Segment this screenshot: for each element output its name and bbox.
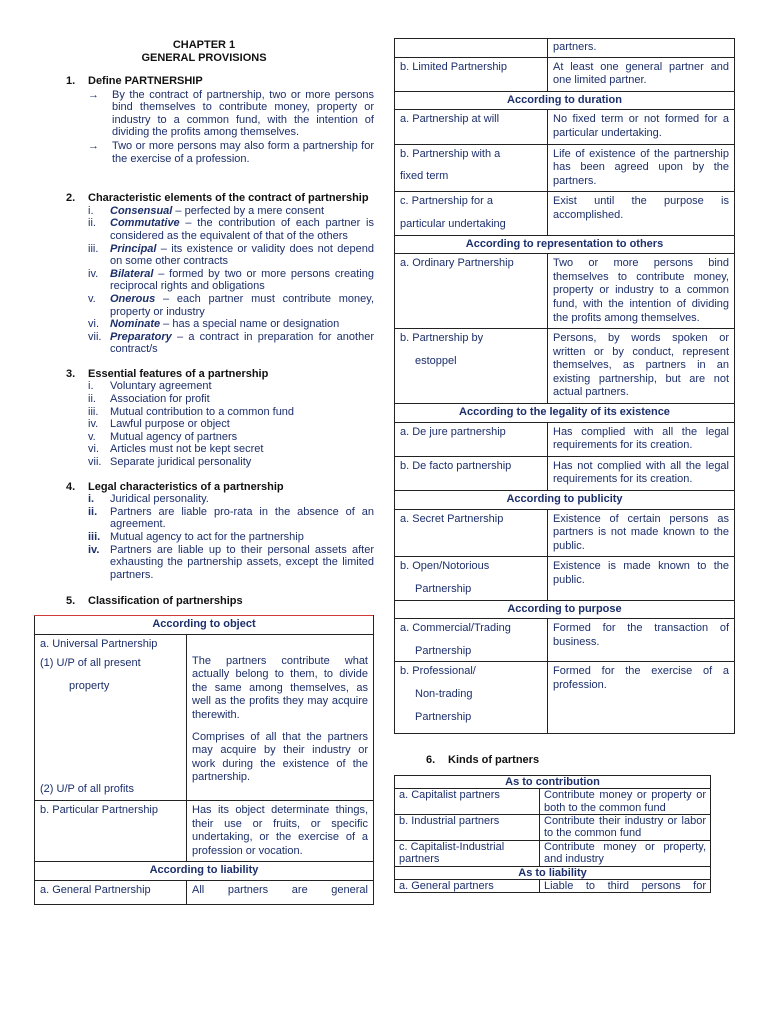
section-title: Classification of partnerships xyxy=(88,595,243,608)
list-numeral: i. xyxy=(88,204,94,217)
list-text: Separate juridical personality xyxy=(110,456,252,469)
term-description: – the contribution of each partner is considered as the equivalent of that of the others xyxy=(110,217,374,242)
row-description: Comprises of all that the partners may acquire by their industry or work during the existence of the partnership. xyxy=(192,730,368,784)
list-item xyxy=(88,380,374,393)
table-row xyxy=(395,422,735,456)
row-label: a. Commercial/Trading xyxy=(400,622,511,635)
term: Nominate xyxy=(110,318,161,331)
arrow-icon: → xyxy=(88,139,99,152)
term: Consensual xyxy=(110,204,173,217)
right-column xyxy=(394,0,735,893)
row-label: a. Partnership at will xyxy=(395,110,548,144)
list-item xyxy=(88,406,374,419)
table-row xyxy=(35,800,374,861)
table-row xyxy=(35,880,374,904)
list-item xyxy=(88,531,374,544)
list-numeral: i. xyxy=(88,380,94,393)
list-item xyxy=(88,418,374,431)
section-1 xyxy=(34,75,374,165)
row-label: c. Partnership for a xyxy=(400,195,493,208)
table-header: According to purpose xyxy=(395,600,735,619)
list-item xyxy=(88,456,374,469)
row-description: Formed for the transaction of business. xyxy=(548,619,735,662)
table-header: According to the legality of its existence xyxy=(395,404,735,423)
table-row xyxy=(395,192,735,235)
row-label: property xyxy=(69,679,110,692)
section-number: 6. xyxy=(426,754,436,767)
section-6 xyxy=(394,754,735,767)
table-row xyxy=(35,634,374,800)
section-title: Characteristic elements of the contract of partnership xyxy=(88,192,369,205)
row-label: Partnership xyxy=(415,644,472,657)
section-2-heading xyxy=(34,192,374,205)
table-row xyxy=(395,789,711,815)
list-item xyxy=(88,493,374,506)
row-label: a. Capitalist partners xyxy=(395,789,540,815)
term: Commutative xyxy=(110,217,180,230)
feature-list xyxy=(34,380,374,468)
list-numeral: ii. xyxy=(88,393,96,406)
classification-table-right xyxy=(394,38,735,734)
section-5-heading xyxy=(34,595,374,608)
list-item xyxy=(88,393,374,406)
row-description: Life of existence of the partnership has been agreed upon by the partners. xyxy=(548,144,735,192)
row-description: At least one general partner and one limited partner. xyxy=(548,57,735,91)
list-numeral: ii. xyxy=(88,217,96,230)
list-numeral: vi. xyxy=(88,318,99,331)
row-label: a. General Partnership xyxy=(35,880,187,904)
section-1-heading xyxy=(34,75,374,88)
chapter-heading xyxy=(34,39,374,65)
table-row xyxy=(395,662,735,734)
table-cell xyxy=(35,634,187,800)
table-cell xyxy=(395,329,548,404)
list-numeral: iv. xyxy=(88,267,99,280)
list-numeral: iii. xyxy=(88,531,101,543)
row-label: a. General partners xyxy=(395,880,540,893)
table-header: According to representation to others xyxy=(395,235,735,254)
term-description: – formed by two or more persons creating reciprocal rights and obligations xyxy=(110,267,374,293)
section-3 xyxy=(34,368,374,469)
section-title: Essential features of a partnership xyxy=(88,367,269,380)
row-label: b. Limited Partnership xyxy=(395,57,548,91)
row-label: a. Universal Partnership xyxy=(40,637,158,650)
table-header: According to liability xyxy=(35,862,374,881)
list-text: Mutual agency to act for the partnership xyxy=(110,531,304,543)
list-numeral: v. xyxy=(88,430,96,443)
row-label: particular undertaking xyxy=(400,217,506,230)
definition-item xyxy=(34,140,374,165)
term: Preparatory xyxy=(110,330,172,343)
row-label: b. Partnership with a xyxy=(400,147,501,160)
definition-item xyxy=(34,89,374,139)
section-number: 1. xyxy=(66,75,76,87)
list-text: Articles must not be kept secret xyxy=(110,443,264,456)
row-description: Existence of certain persons as partners is not made known to the public. xyxy=(548,509,735,557)
list-text: Lawful purpose or object xyxy=(110,418,230,431)
table-row xyxy=(395,619,735,662)
table-row xyxy=(395,144,735,192)
row-description: Contribute their industry or labor to the common fund xyxy=(540,814,711,840)
element-list xyxy=(34,205,374,356)
row-description: Formed for the exercise of a profession. xyxy=(548,662,735,734)
table-cell xyxy=(395,192,548,235)
list-text: Partners are liable up to their personal assets after exhausting the partnership assets, except the limited partners. xyxy=(110,543,374,581)
row-label: estoppel xyxy=(415,354,457,367)
arrow-icon: → xyxy=(88,88,99,101)
section-number: 3. xyxy=(66,367,76,380)
list-item xyxy=(88,243,374,268)
table-row xyxy=(395,509,735,557)
row-label: b. Open/Notorious xyxy=(400,560,490,573)
row-label: Partnership xyxy=(415,710,472,723)
row-description: Exist until the purpose is accomplished. xyxy=(548,192,735,235)
section-2 xyxy=(34,192,374,356)
table-row xyxy=(395,840,711,866)
row-label: fixed term xyxy=(400,170,449,183)
row-label: a. Secret Partnership xyxy=(395,509,548,557)
list-item xyxy=(88,217,374,242)
list-numeral: vii. xyxy=(88,330,102,343)
list-item xyxy=(88,431,374,444)
list-item xyxy=(88,318,374,331)
row-description: No fixed term or not formed for a particular undertaking. xyxy=(548,110,735,144)
list-text: Mutual agency of partners xyxy=(110,430,238,443)
table-row xyxy=(395,110,735,144)
row-description: Persons, by words spoken or written or by conduct, represent themselves, as partners in an existing partnership, but are not actual partners. xyxy=(548,329,735,404)
term: Principal xyxy=(110,242,157,255)
left-column xyxy=(34,0,374,905)
term-description: – perfected by a mere consent xyxy=(172,204,325,217)
table-row xyxy=(395,57,735,91)
row-description: Liable to third persons for xyxy=(540,880,711,893)
section-3-heading xyxy=(34,368,374,381)
table-cell xyxy=(395,39,548,58)
row-label: b. Industrial partners xyxy=(395,814,540,840)
term: Bilateral xyxy=(110,267,154,280)
section-4 xyxy=(34,481,374,582)
classification-table-left xyxy=(34,615,374,905)
row-label: Partnership xyxy=(415,583,472,595)
row-label: (1) U/P of all present xyxy=(40,657,141,670)
table-row xyxy=(395,456,735,490)
legal-list xyxy=(34,493,374,581)
row-label: a. Ordinary Partnership xyxy=(395,254,548,329)
table-cell xyxy=(395,144,548,192)
term: Onerous xyxy=(110,292,156,305)
list-numeral: i. xyxy=(88,493,95,506)
table-header: According to duration xyxy=(395,91,735,110)
row-description: Contribute money or property or both to the common fund xyxy=(540,789,711,815)
row-label: a. De jure partnership xyxy=(395,422,548,456)
definition-text: Two or more persons may also form a partnership for the exercise of a profession. xyxy=(112,139,374,165)
row-label: b. De facto partnership xyxy=(395,456,548,490)
list-text: Mutual contribution to a common fund xyxy=(110,405,295,418)
table-row xyxy=(395,329,735,404)
list-numeral: v. xyxy=(88,292,96,305)
list-numeral: iv. xyxy=(88,418,99,431)
list-text: Juridical personality. xyxy=(110,493,209,506)
row-label: b. Professional/ xyxy=(400,665,476,678)
section-title: Define PARTNERSHIP xyxy=(88,75,203,87)
list-item xyxy=(88,443,374,456)
table-row xyxy=(395,254,735,329)
list-numeral: iv. xyxy=(88,543,100,556)
row-description: The partners contribute what actually belong to them, to divide the same among themselves, as well as the profits they may acquire therewith. xyxy=(192,654,368,721)
row-label: b. Partnership by xyxy=(400,332,484,345)
row-description: Has complied with all the legal requirements for its creation. xyxy=(548,422,735,456)
table-cell xyxy=(395,557,548,600)
term-description: – each partner must contribute money, property or industry xyxy=(110,292,374,318)
section-5 xyxy=(34,595,374,608)
section-title: Kinds of partners xyxy=(448,754,540,767)
list-numeral: vi. xyxy=(88,443,99,456)
list-item xyxy=(88,544,374,582)
definition-text: By the contract of partnership, two or more persons bind themselves to contribute money, property or industry to a common fund, with the intention of dividing the profits among themselves. xyxy=(112,88,374,139)
list-text: Association for profit xyxy=(110,393,210,406)
row-description: Has its object determinate things, their use or fruits, or specific undertaking, or the exercise of a profession or vocation. xyxy=(187,800,374,861)
list-item xyxy=(88,268,374,293)
table-row xyxy=(395,39,735,58)
row-label: Non-trading xyxy=(415,687,473,700)
list-item xyxy=(88,506,374,531)
list-item xyxy=(88,205,374,218)
row-description: partners. xyxy=(548,39,735,58)
term-description: – a contract in preparation for another contract/s xyxy=(110,330,374,356)
row-label: c. Capitalist-Industrial partners xyxy=(395,840,540,866)
list-text: Partners are liable pro-rata in the absence of an agreement. xyxy=(110,505,374,531)
row-description: Existence is made known to the public. xyxy=(548,557,735,600)
chapter-number: CHAPTER 1 xyxy=(172,39,236,51)
table-header: According to object xyxy=(35,615,374,634)
table-row xyxy=(395,880,711,893)
row-description: Two or more persons bind themselves to contribute money, property or industry to a common fund, with the intention of dividing the profits among themselves. xyxy=(548,254,735,329)
table-row xyxy=(395,557,735,600)
row-label: (2) U/P of all profits xyxy=(40,783,134,796)
row-description: All partners are general xyxy=(187,880,374,904)
section-4-heading xyxy=(34,481,374,494)
table-cell xyxy=(395,619,548,662)
kinds-of-partners-table xyxy=(394,775,711,894)
row-description: Contribute money or property, and industry xyxy=(540,840,711,866)
table-header: According to publicity xyxy=(395,491,735,510)
section-number: 2. xyxy=(66,192,76,205)
list-numeral: iii. xyxy=(88,405,99,418)
section-number: 5. xyxy=(66,595,76,608)
table-header: As to contribution xyxy=(395,775,711,788)
list-item xyxy=(88,293,374,318)
table-cell xyxy=(395,662,548,734)
list-text: Voluntary agreement xyxy=(110,380,212,393)
list-numeral: vii. xyxy=(88,456,102,469)
table-cell xyxy=(187,634,374,800)
chapter-title: GENERAL PROVISIONS xyxy=(141,52,267,64)
section-title: Legal characteristics of a partnership xyxy=(88,480,284,493)
section-number: 4. xyxy=(66,480,76,493)
row-label: b. Particular Partnership xyxy=(35,800,187,861)
term-description: – its existence or validity does not depend on some other contracts xyxy=(110,242,374,268)
list-numeral: iii. xyxy=(88,242,99,255)
list-item xyxy=(88,331,374,356)
term-description: – has a special name or designation xyxy=(160,318,340,331)
table-row xyxy=(395,814,711,840)
row-description: Has not complied with all the legal requirements for its creation. xyxy=(548,456,735,490)
section-6-heading xyxy=(394,754,735,767)
table-header: As to liability xyxy=(395,866,711,879)
list-numeral: ii. xyxy=(88,505,98,518)
